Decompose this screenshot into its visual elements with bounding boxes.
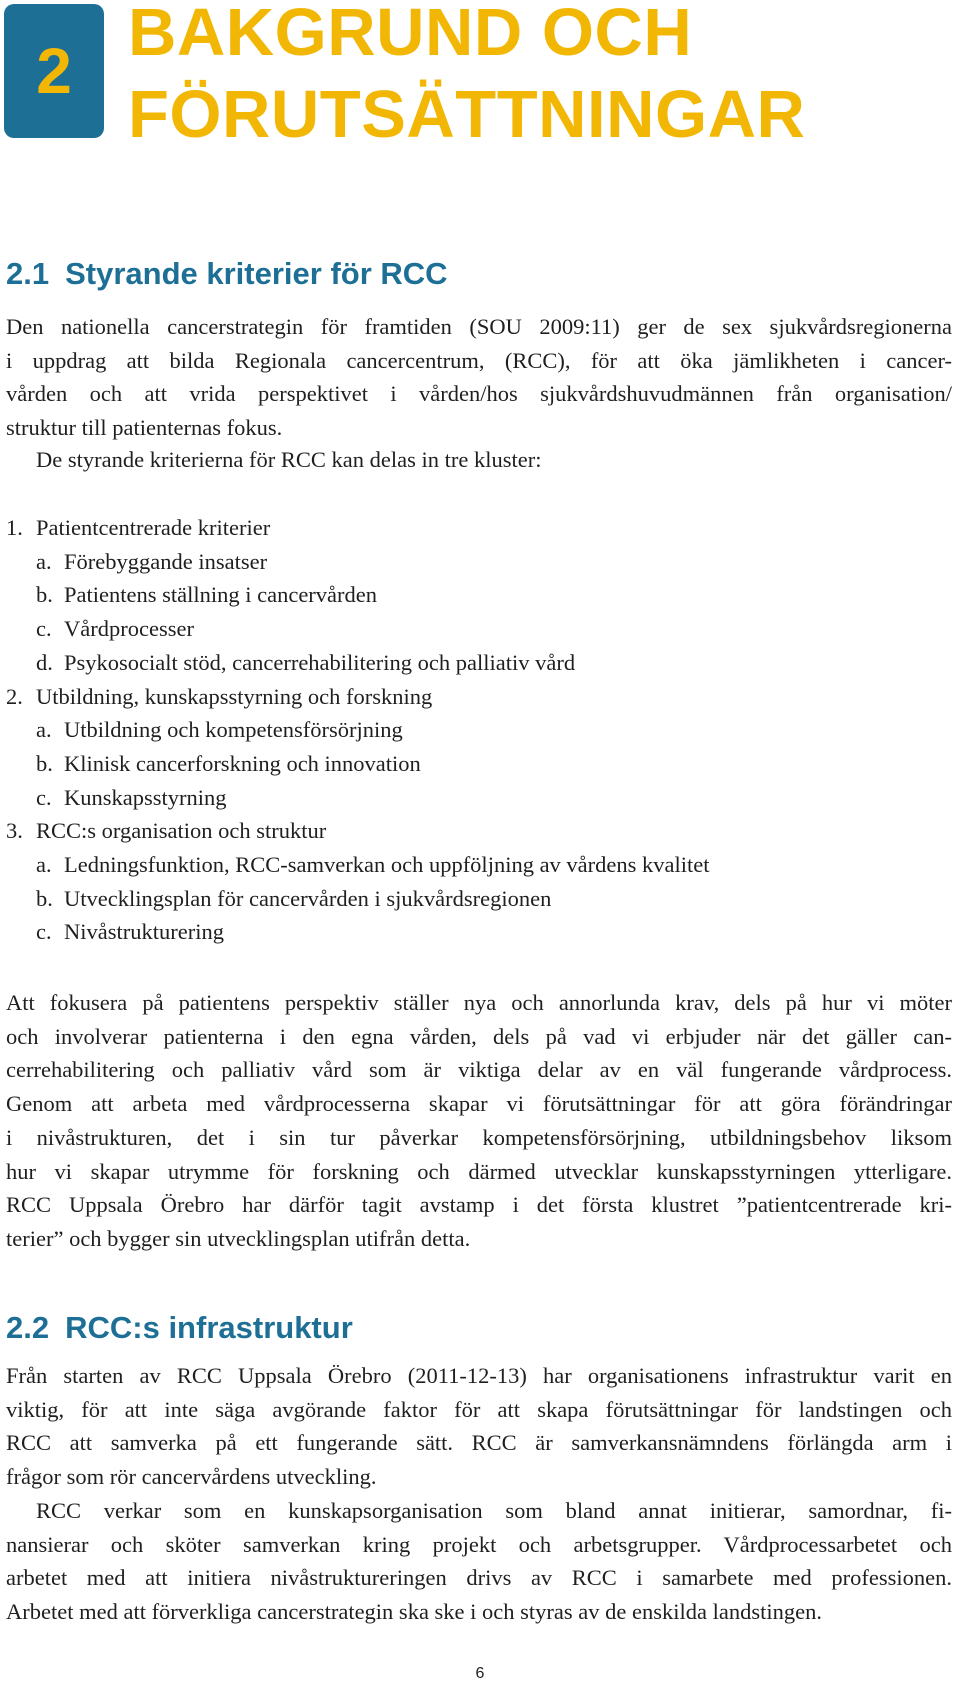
chapter-number: 2 xyxy=(36,35,72,107)
section-2-2-paragraph-2 xyxy=(6,1494,952,1629)
list-item-text: Förebyggande insatser xyxy=(64,548,268,574)
list-item-text: Ledningsfunktion, RCC-samverkan och uppföljning av vårdens kvalitet xyxy=(64,852,710,878)
chapter-number-badge xyxy=(4,4,104,138)
list-item xyxy=(6,747,710,781)
text-line: RCC verkar som en kunskapsorganisation som bland annat initierar, samordnar, fi- xyxy=(36,1498,952,1523)
list-item xyxy=(6,612,710,646)
section-2-2-paragraph-1 xyxy=(6,1359,952,1494)
text-line: RCC Uppsala Örebro har därför tagit avstamp i det första klustret ”patientcentrerade kri- xyxy=(6,1192,952,1218)
text-line: Från starten av RCC Uppsala Örebro (2011-12-13) har organisationens infrastruktur varit en xyxy=(6,1363,952,1388)
text-line: nansierar och sköter samverkan kring projekt och arbetsgrupper. Vårdprocessarbetet och xyxy=(6,1531,952,1557)
section-2-1-intro-paragraph xyxy=(6,310,952,445)
text-line: terier” och bygger sin utvecklingsplan utifrån detta. xyxy=(6,1225,471,1251)
text-line: frågor som rör cancervårdens utveckling. xyxy=(6,1464,377,1490)
list-item xyxy=(6,646,710,680)
list-item-number: c. xyxy=(36,616,52,642)
list-lead-in: De styrande kriterierna för RCC kan delas in tre kluster: xyxy=(36,447,542,472)
text-line: viktig, för att inte säga avgörande faktor för att skapa förutsättningar för landstingen och xyxy=(6,1396,952,1422)
text-line: RCC att samverka på ett fungerande sätt. RCC är samverkansnämndens förlängda arm i xyxy=(6,1430,952,1456)
text-line: och involverar patienterna i den egna vården, dels på vad vi erbjuder när det gäller can- xyxy=(6,1023,952,1049)
section-title: RCC:s infrastruktur xyxy=(65,1310,353,1345)
chapter-title xyxy=(128,0,805,156)
section-number: 2.1 xyxy=(6,256,50,291)
list-item-number: a. xyxy=(36,717,52,743)
text-line: Genom att arbeta med vårdprocesserna skapar vi förutsättningar för att göra förändringar xyxy=(6,1091,952,1117)
text-line: hur vi skapar utrymme för forskning och därmed utvecklar kunskapsstyrningen ytterligare. xyxy=(6,1158,952,1184)
text-line: Arbetet med att förverkliga cancerstrategin ska ske i och styras av de enskilda landstingen. xyxy=(6,1599,822,1625)
list-item xyxy=(6,578,710,612)
text-line: arbetet med att initiera nivåstruktureringen drivs av RCC i samarbete med professionen. xyxy=(6,1565,952,1591)
section-title: Styrande kriterier för RCC xyxy=(65,256,448,291)
list-item-number: 1. xyxy=(6,515,23,540)
list-item xyxy=(6,915,710,949)
list-item-text: Utbildning och kompetensförsörjning xyxy=(64,717,403,743)
list-item xyxy=(6,848,710,882)
list-item-text: Utbildning, kunskapsstyrning och forskning xyxy=(36,683,433,709)
list-item xyxy=(6,511,710,545)
text-line: i nivåstrukturen, det i sin tur påverkar kompetensförsörjning, utbildningsbehov liksom xyxy=(6,1124,952,1150)
list-item-text: Psykosocialt stöd, cancerrehabilitering och palliativ vård xyxy=(64,649,576,675)
text-line: vården och att vrida perspektivet i vården/hos sjukvårdshuvudmännen från organisation/ xyxy=(6,381,952,407)
list-item-text: Klinisk cancerforskning och innovation xyxy=(64,750,421,776)
text-line: cerrehabilitering och palliativ vård som är viktiga delar av en väl fungerande vårdprocess. xyxy=(6,1057,952,1083)
list-item xyxy=(6,713,710,747)
list-item xyxy=(6,882,710,916)
chapter-title-line-1: BAKGRUND OCH xyxy=(128,0,693,70)
list-item-number: c. xyxy=(36,919,52,945)
list-item-number: 3. xyxy=(6,818,23,844)
section-heading-2-1 xyxy=(6,256,448,292)
list-item-number: c. xyxy=(36,784,52,810)
list-item xyxy=(6,781,710,815)
list-item xyxy=(6,814,710,848)
list-item-text: Kunskapsstyrning xyxy=(64,784,227,810)
criteria-list xyxy=(6,511,710,949)
list-item-number: b. xyxy=(36,582,53,608)
list-item-text: Nivåstrukturering xyxy=(64,919,224,945)
section-heading-2-2 xyxy=(6,1310,353,1346)
list-item-number: b. xyxy=(36,885,53,911)
section-number: 2.2 xyxy=(6,1310,50,1345)
list-item-number: 2. xyxy=(6,683,23,709)
list-item xyxy=(6,545,710,579)
text-line: struktur till patienternas fokus. xyxy=(6,415,283,441)
list-item-text: Utvecklingsplan för cancervården i sjukvårdsregionen xyxy=(64,885,552,911)
list-item-number: a. xyxy=(36,852,52,878)
text-line: Att fokusera på patientens perspektiv ställer nya och annorlunda krav, dels på hur vi möter xyxy=(6,990,952,1015)
list-item-text: Vårdprocesser xyxy=(64,616,194,642)
list-item-number: a. xyxy=(36,548,52,574)
text-line: Den nationella cancerstrategin för framtiden (SOU 2009:11) ger de sex sjukvårdsregionerna xyxy=(6,314,952,339)
page-number: 6 xyxy=(475,1665,485,1682)
list-item-number: d. xyxy=(36,649,53,675)
list-item-text: RCC:s organisation och struktur xyxy=(36,818,327,844)
chapter-title-line-2: FÖRUTSÄTTNINGAR xyxy=(128,77,806,152)
list-item xyxy=(6,680,710,714)
list-item-number: b. xyxy=(36,750,53,776)
list-item-text: Patientens ställning i cancervården xyxy=(64,582,378,608)
text-line: i uppdrag att bilda Regionala cancercentrum, (RCC), för att öka jämlikheten i cancer- xyxy=(6,347,952,373)
list-item-text: Patientcentrerade kriterier xyxy=(36,515,271,540)
section-2-1-body-paragraph xyxy=(6,986,952,1256)
